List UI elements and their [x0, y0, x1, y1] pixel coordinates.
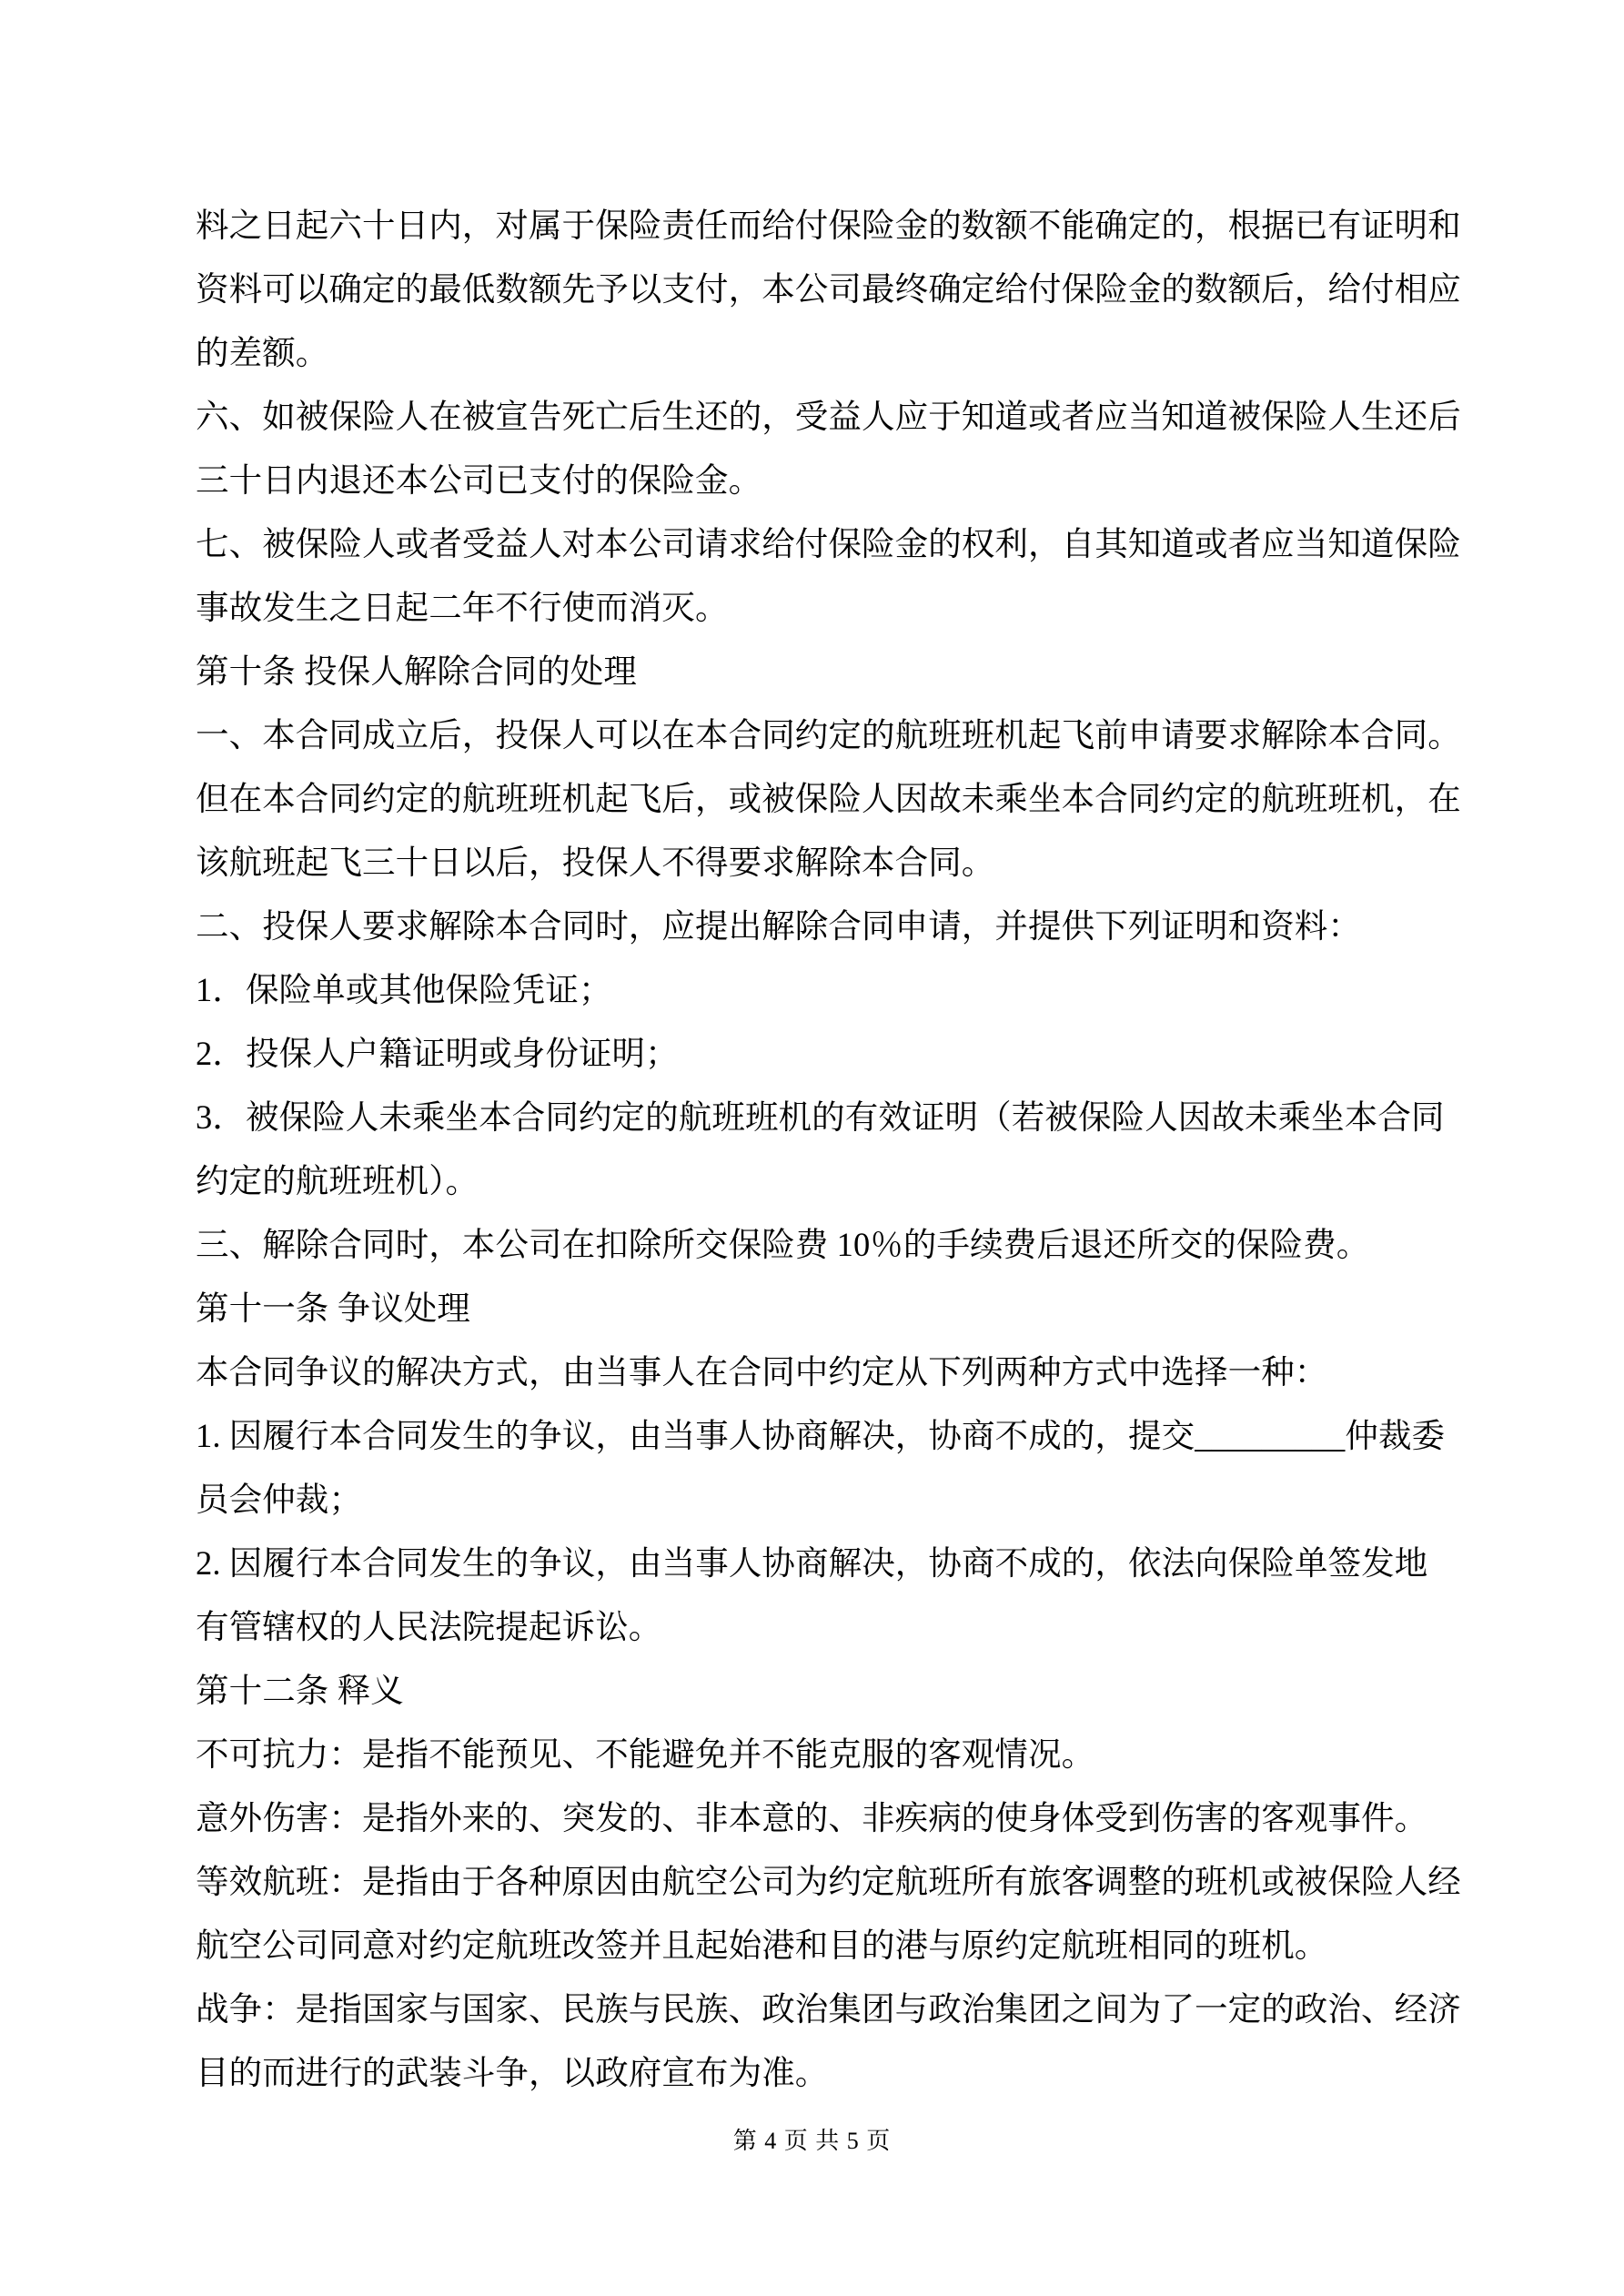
text-line: 2. 因履行本合同发生的争议，由当事人协商解决，协商不成的，依法向保险单签发地 [196, 1544, 1428, 1582]
clause10-item2 [196, 895, 1469, 958]
clause11-option2 [196, 1532, 1469, 1659]
text-line: 1．保险单或其他保险凭证； [196, 971, 612, 1008]
clause10-item2-list3 [196, 1086, 1469, 1213]
clause11-heading [196, 1277, 1469, 1340]
text-line: 事故发生之日起二年不行使而消灭。 [196, 589, 729, 626]
text-line: 三十日内退还本公司已支付的保险金。 [196, 461, 762, 499]
text-line: 资料可以确定的最低数额先予以支付，本公司最终确定给付保险金的数额后，给付相应 [196, 270, 1461, 308]
text-line: 有管辖权的人民法院提起诉讼。 [196, 1608, 662, 1645]
clause11-intro [196, 1340, 1469, 1404]
text-line: 3．被保险人未乘坐本合同约定的航班班机的有效证明（若被保险人因故未乘坐本合同 [196, 1098, 1445, 1136]
clause9-item7 [196, 512, 1469, 640]
text-line: 战争：是指国家与国家、民族与民族、政治集团与政治集团之间为了一定的政治、经济 [196, 1990, 1461, 2028]
page-footer: 第 4 页 共 5 页 [732, 2128, 892, 2154]
definition-accidental-injury [196, 1786, 1469, 1850]
text-line: 2．投保人户籍证明或身份证明； [196, 1035, 679, 1072]
clause11-option1 [196, 1404, 1469, 1532]
clause10-heading [196, 640, 1469, 703]
text-line: 不可抗力：是指不能预见、不能避免并不能克服的客观情况。 [196, 1735, 1095, 1773]
text-line: 第十一条 争议处理 [196, 1290, 471, 1327]
definition-force-majeure [196, 1723, 1469, 1786]
text-line: 三、解除合同时，本公司在扣除所交保险费 10％的手续费后退还所交的保险费。 [196, 1226, 1370, 1263]
clause9-item6 [196, 385, 1469, 512]
text-line: 意外伤害：是指外来的、突发的、非本意的、非疾病的使身体受到伤害的客观事件。 [196, 1799, 1428, 1836]
text-line: 一、本合同成立后，投保人可以在本合同约定的航班班机起飞前申请要求解除本合同。 [196, 716, 1461, 754]
text-line: 员会仲裁； [196, 1481, 362, 1518]
definition-equivalent-flight [196, 1850, 1469, 1977]
text-line: 本合同争议的解决方式，由当事人在合同中约定从下列两种方式中选择一种： [196, 1353, 1328, 1391]
clause10-item1 [196, 703, 1469, 895]
text-line: 1. 因履行本合同发生的争议，由当事人协商解决，协商不成的，提交_________仲裁委 [196, 1417, 1446, 1454]
clause9-payment-continued [196, 194, 1469, 385]
text-line: 目的而进行的武装斗争，以政府宣布为准。 [196, 2054, 829, 2091]
clause12-heading [196, 1659, 1469, 1723]
document-body [196, 194, 1469, 2105]
text-line: 该航班起飞三十日以后，投保人不得要求解除本合同。 [196, 844, 995, 881]
text-line: 第十条 投保人解除合同的处理 [196, 652, 638, 690]
definition-war [196, 1977, 1469, 2105]
text-line: 的差额。 [196, 334, 329, 371]
text-line: 二、投保人要求解除本合同时，应提出解除合同申请，并提供下列证明和资料： [196, 907, 1361, 945]
clause10-item2-list1 [196, 958, 1469, 1022]
text-line: 第十二条 释义 [196, 1672, 404, 1709]
text-line: 约定的航班班机）。 [196, 1162, 479, 1199]
clause10-item2-list2 [196, 1022, 1469, 1086]
clause10-item3 [196, 1213, 1469, 1277]
text-line: 但在本合同约定的航班班机起飞后，或被保险人因故未乘坐本合同约定的航班班机，在 [196, 780, 1461, 817]
text-line: 料之日起六十日内，对属于保险责任而给付保险金的数额不能确定的，根据已有证明和 [196, 207, 1461, 244]
text-line: 等效航班：是指由于各种原因由航空公司为约定航班所有旅客调整的班机或被保险人经 [196, 1863, 1461, 1900]
text-line: 七、被保险人或者受益人对本公司请求给付保险金的权利，自其知道或者应当知道保险 [196, 525, 1461, 562]
text-line: 航空公司同意对约定航班改签并且起始港和目的港与原约定航班相同的班机。 [196, 1927, 1328, 1964]
text-line: 六、如被保险人在被宣告死亡后生还的，受益人应于知道或者应当知道被保险人生还后 [196, 398, 1461, 435]
